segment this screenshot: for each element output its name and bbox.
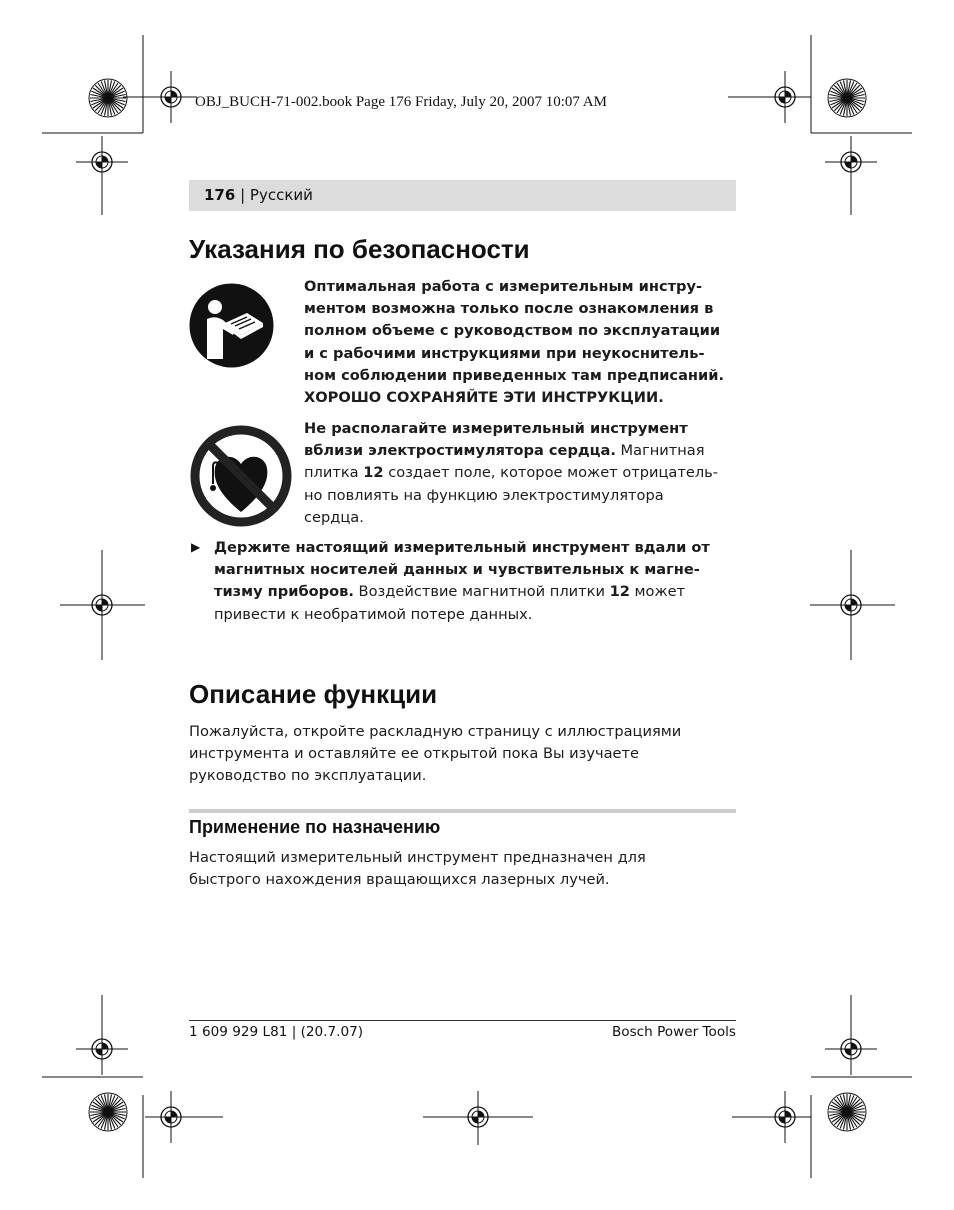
bullet-marker: ▶ — [191, 540, 201, 554]
safety-block-2-line: сердца. — [304, 508, 364, 526]
safety-bullet-line: магнитных носителей данных и чувствительных к магне- — [214, 561, 700, 579]
safety-block-1-line: и с рабочими инструкциями при неукоснитель- — [304, 344, 705, 362]
pacemaker-warning-bold: вблизи электростимулятора сердца. — [304, 442, 616, 460]
safety-block-1-line: ХОРОШО СОХРАНЯЙТЕ ЭТИ ИНСТРУКЦИИ. — [304, 389, 664, 407]
footer-brand: Bosch Power Tools — [611, 1024, 736, 1040]
usage-line: Настоящий измерительный инструмент предназначен для — [189, 849, 646, 866]
safety-block-2-line: Не располагайте измерительный инструмент — [304, 420, 688, 437]
safety-block-2 — [304, 418, 718, 529]
function-line: инструмента и оставляйте ее открытой пока Вы изучаете — [189, 745, 640, 763]
bullet-text: может — [629, 583, 686, 601]
part-number-ref: 12 — [609, 583, 630, 601]
safety-block-1-line: Оптимальная работа с измерительным инстру- — [304, 278, 703, 295]
safety-block-2-line — [304, 462, 718, 484]
no-pacemaker-icon — [189, 424, 293, 528]
function-text — [189, 721, 681, 788]
subsection-rule — [189, 809, 736, 813]
function-line: руководство по эксплуатации. — [189, 767, 427, 785]
page-header — [204, 186, 313, 204]
page-number: 176 — [204, 186, 236, 204]
function-title: Описание функции — [189, 679, 438, 709]
usage-title: Применение по назначению — [189, 817, 441, 837]
safety-block-1 — [304, 276, 724, 409]
usage-line: быстрого нахождения вращающихся лазерных лучей. — [189, 871, 610, 889]
footer-rule — [189, 1020, 736, 1021]
header-language: Русский — [249, 186, 313, 204]
safety-bullet-line — [214, 581, 710, 603]
pacemaker-warning-text: создает поле, которое может отрицатель- — [383, 464, 719, 482]
safety-title: Указания по безопасности — [189, 234, 530, 264]
bullet-bold: тизму приборов. — [214, 583, 354, 601]
safety-bullet-line: Держите настоящий измерительный инструмент вдали от — [214, 539, 710, 556]
part-number-ref: 12 — [363, 464, 384, 482]
bullet-text: Воздействие магнитной плитки — [353, 583, 610, 601]
safety-bullet — [214, 537, 710, 626]
safety-block-2-line — [304, 440, 718, 462]
safety-block-1-line: ном соблюдении приведенных там предписаний. — [304, 366, 725, 384]
read-manual-icon — [189, 283, 274, 368]
safety-block-1-line: полном объеме с руководством по эксплуатации — [304, 322, 721, 340]
safety-block-1-line: ментом возможна только после ознакомления в — [304, 300, 714, 318]
slug-line: OBJ_BUCH-71-002.book Page 176 Friday, July 20, 2007 10:07 AM — [195, 94, 607, 110]
function-line: Пожалуйста, откройте раскладную страницу с иллюстрациями — [189, 723, 682, 740]
safety-block-2-line: но повлиять на функцию электростимулятора — [304, 486, 664, 504]
footer-doc-number: 1 609 929 L81 | (20.7.07) — [189, 1024, 364, 1040]
pacemaker-warning-text: плитка — [304, 464, 364, 482]
pacemaker-warning-text: Магнитная — [615, 442, 705, 460]
usage-text — [189, 847, 646, 891]
safety-bullet-line: привести к необратимой потере данных. — [214, 605, 533, 623]
header-separator: | — [235, 186, 250, 204]
